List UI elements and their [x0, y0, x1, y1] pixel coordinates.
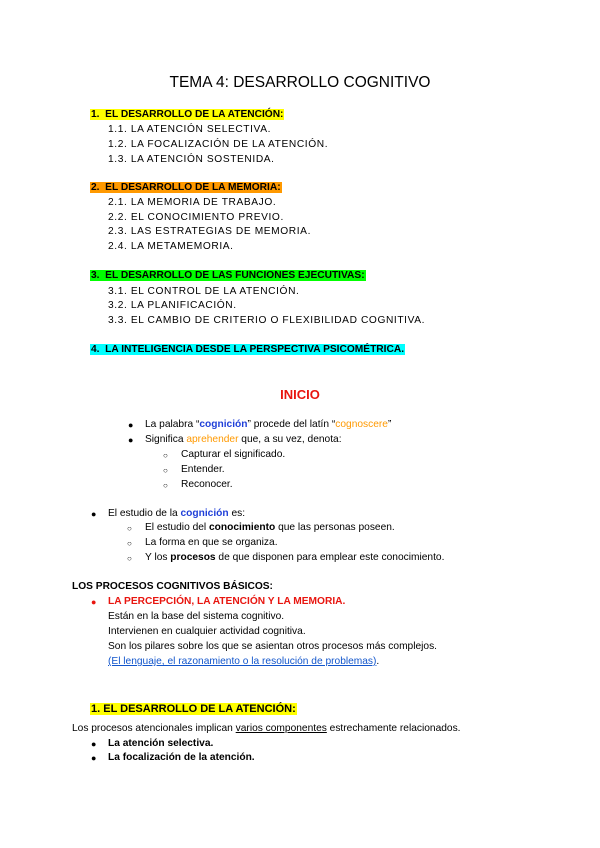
circle-bullet-icon: ○	[163, 466, 168, 475]
circle-bullet-icon: ○	[127, 554, 132, 563]
page-title: TEMA 4: DESARROLLO COGNITIVO	[169, 74, 431, 91]
inicio-heading: INICIO	[280, 387, 320, 402]
circle-bullet-icon: ○	[127, 539, 132, 548]
toc-heading-4-label: 4. LA INTELIGENCIA DESDE LA PERSPECTIVA PSICOMÉTRICA.	[91, 344, 405, 355]
circle-bullet-icon: ○	[163, 481, 168, 490]
toc-heading-3	[90, 270, 366, 281]
procesos-link[interactable]: (El lenguaje, el razonamiento o la resolución de problemas)	[108, 656, 377, 667]
procesos-red-line: LA PERCEPCIÓN, LA ATENCIÓN Y LA MEMORIA.	[108, 596, 346, 607]
toc-item: 2.3. LAS ESTRATEGIAS DE MEMORIA.	[108, 226, 311, 237]
toc-heading-4	[90, 344, 405, 355]
toc-item: 2.1. LA MEMORIA DE TRABAJO.	[108, 197, 277, 208]
estudio-sub-3: Y los procesos de que disponen para emplear este conocimiento.	[145, 552, 445, 563]
inicio-sub-item: Reconocer.	[181, 479, 233, 490]
bullet-icon: ●	[91, 597, 97, 607]
section1-bullet: La focalización de la atención.	[108, 752, 255, 763]
estudio-sub-1: El estudio del conocimiento que las personas poseen.	[145, 522, 395, 533]
circle-bullet-icon: ○	[127, 524, 132, 533]
bullet-icon: ●	[91, 753, 97, 763]
procesos-line: Están en la base del sistema cognitivo.	[108, 611, 285, 622]
toc-item: 2.4. LA METAMEMORIA.	[108, 241, 234, 252]
bullet-icon: ●	[91, 509, 97, 519]
inicio-sub-item: Entender.	[181, 464, 225, 475]
toc-heading-3-label: 3. EL DESARROLLO DE LAS FUNCIONES EJECUTIVAS:	[91, 270, 365, 281]
procesos-heading: LOS PROCESOS COGNITIVOS BÁSICOS:	[72, 581, 273, 592]
procesos-link-line: (El lenguaje, el razonamiento o la resolución de problemas).	[108, 656, 380, 667]
toc-item: 2.2. EL CONOCIMIENTO PREVIO.	[108, 212, 284, 223]
toc-item: 1.2. LA FOCALIZACIÓN DE LA ATENCIÓN.	[108, 139, 329, 150]
procesos-line: Son los pilares sobre los que se asientan otros procesos más complejos.	[108, 641, 437, 652]
procesos-line: Intervienen en cualquier actividad cognitiva.	[108, 626, 306, 637]
bullet-icon: ●	[91, 739, 97, 749]
bullet-icon: ●	[128, 435, 134, 445]
estudio-line: El estudio de la cognición es:	[108, 508, 246, 519]
inicio-sub-item: Capturar el significado.	[181, 449, 286, 460]
toc-heading-2	[90, 182, 282, 193]
bullet-icon: ●	[128, 420, 134, 430]
estudio-sub-2: La forma en que se organiza.	[145, 537, 278, 548]
toc-item: 3.2. LA PLANIFICACIÓN.	[108, 300, 237, 311]
section1-bullet: La atención selectiva.	[108, 738, 214, 749]
toc-item: 3.1. EL CONTROL DE LA ATENCIÓN.	[108, 286, 300, 297]
section1-heading: 1. EL DESARROLLO DE LA ATENCIÓN:	[91, 703, 296, 715]
toc-heading-1	[90, 109, 284, 120]
toc-heading-1-label: 1. EL DESARROLLO DE LA ATENCIÓN:	[91, 109, 284, 120]
toc-item: 1.1. LA ATENCIÓN SELECTIVA.	[108, 124, 272, 135]
toc-item: 1.3. LA ATENCIÓN SOSTENIDA.	[108, 154, 275, 165]
inicio-bullet-1: La palabra “cognición” procede del latín “cognoscere”	[145, 419, 392, 430]
toc-item: 3.3. EL CAMBIO DE CRITERIO O FLEXIBILIDAD COGNITIVA.	[108, 315, 426, 326]
section1-intro: Los procesos atencionales implican varios componentes estrechamente relacionados.	[72, 723, 461, 734]
toc-heading-2-label: 2. EL DESARROLLO DE LA MEMORIA:	[91, 182, 281, 193]
inicio-bullet-2: Significa aprehender que, a su vez, denota:	[145, 434, 342, 445]
circle-bullet-icon: ○	[163, 451, 168, 460]
